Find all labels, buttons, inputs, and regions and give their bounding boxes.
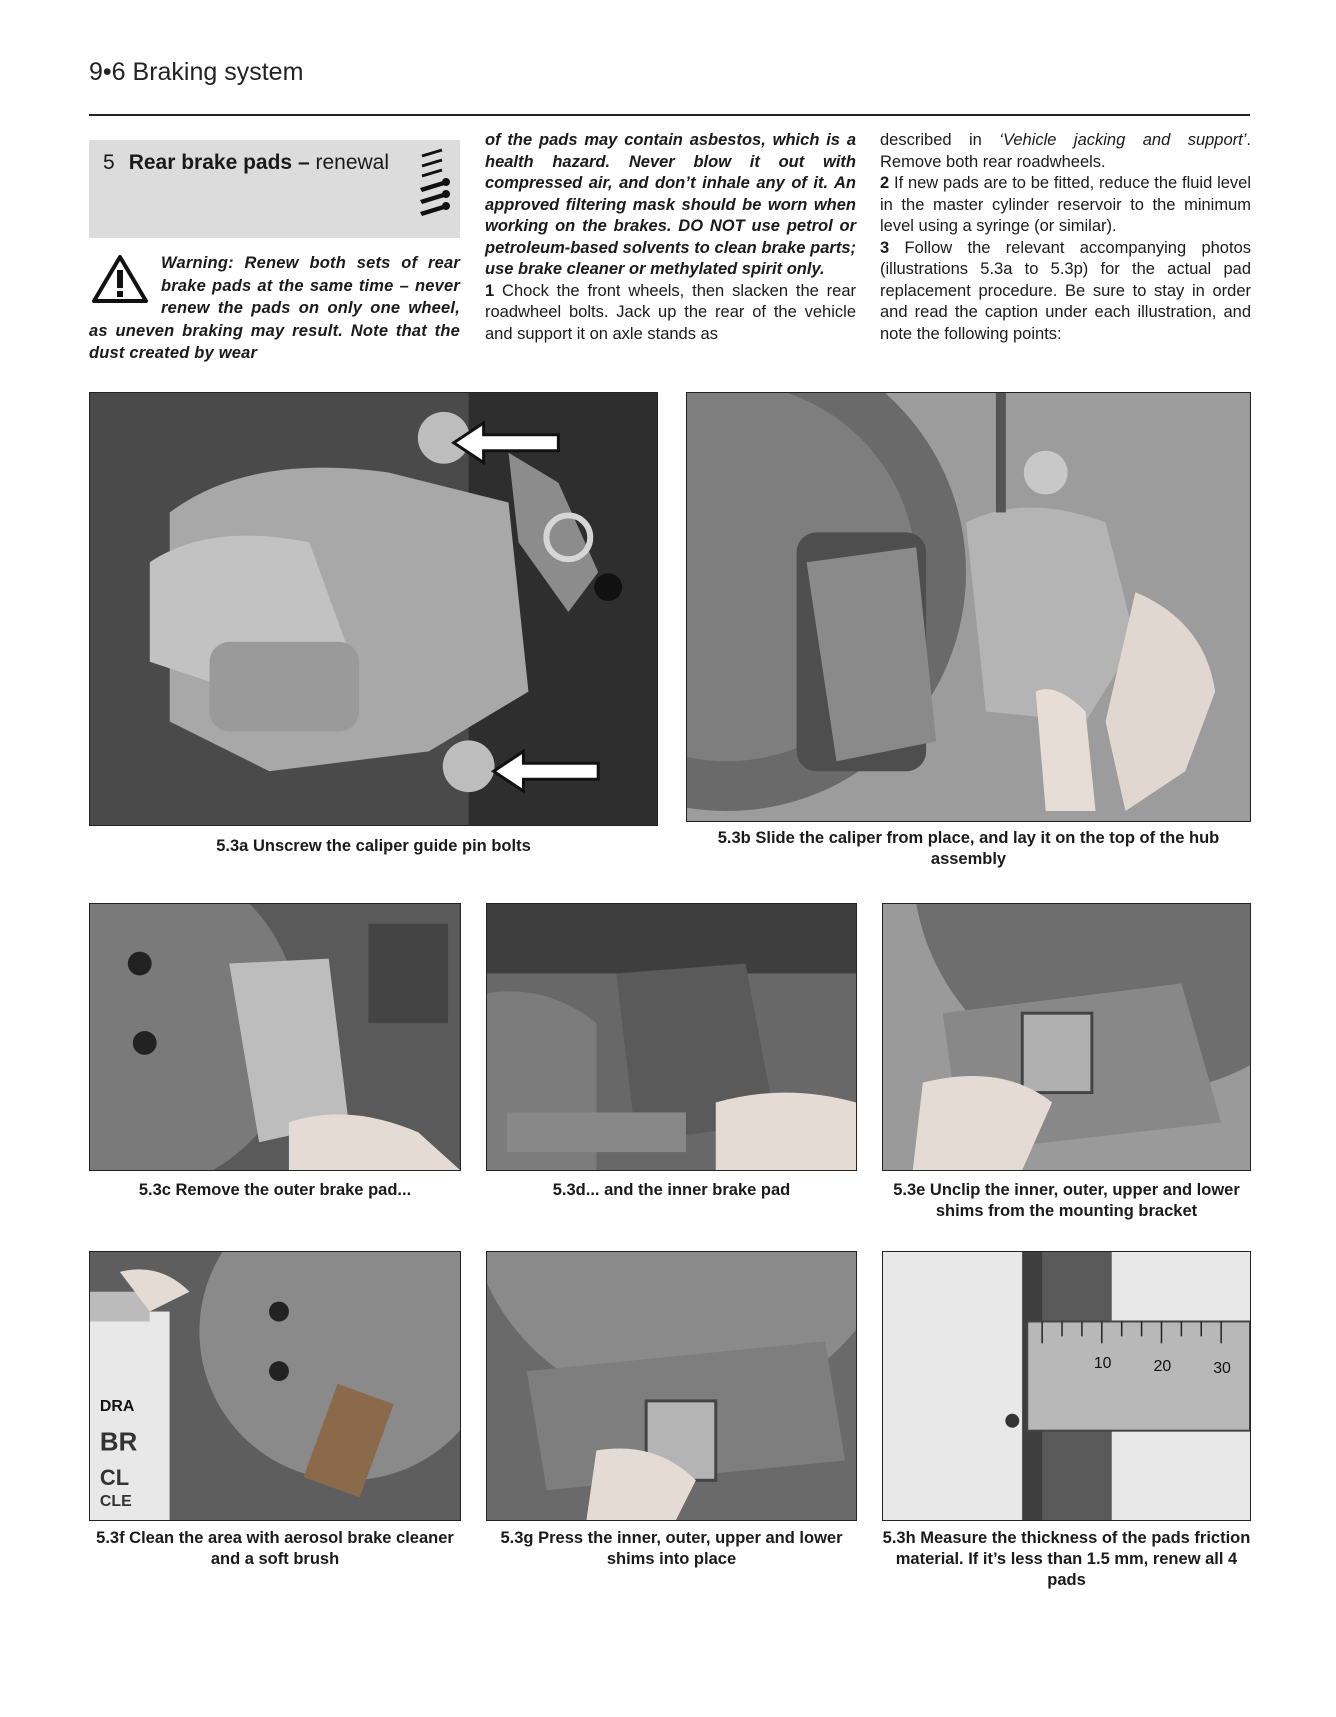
step-1 xyxy=(485,281,856,346)
step-1-cont-b: . Remove both rear roadwheels. xyxy=(880,131,1252,171)
photo-5-3f xyxy=(89,1251,461,1521)
step-3 xyxy=(880,238,1251,346)
ruler-label-10: 10 xyxy=(1093,1355,1112,1373)
section-title-bold: Rear brake pads – xyxy=(128,151,310,174)
outer-pad-photo-image xyxy=(90,904,460,1170)
photo-5-3c xyxy=(89,903,461,1171)
warning-triangle-icon xyxy=(91,254,149,304)
brake-cleaner-photo-image xyxy=(90,1252,460,1520)
cross-reference: ‘Vehicle jacking and support’ xyxy=(999,131,1247,149)
text-column-3 xyxy=(880,130,1251,345)
step-1-cont-a: described in xyxy=(880,131,1000,149)
can-label-4: CLE xyxy=(99,1493,132,1511)
step-1-text: Chock the front wheels, then slacken the rear roadwheel bolts. Jack up the rear of the vehicle and support it on axle stands as xyxy=(485,281,856,343)
caption-5-3e: 5.3e Unclip the inner, outer, upper and lower shims from the mounting bracket xyxy=(893,1181,1240,1220)
section-number: 5 xyxy=(103,151,115,174)
photo-5-3b xyxy=(686,392,1251,822)
step-1-continuation xyxy=(880,130,1251,173)
shims-removal-photo-image xyxy=(883,904,1250,1170)
step-2 xyxy=(880,173,1251,238)
inner-pad-photo-image xyxy=(487,904,856,1170)
step-2-text: If new pads are to be fitted, reduce the fluid level in the master cylinder reservoir to the minimum level using a syringe (or similar). xyxy=(880,174,1251,235)
section-title-light: renewal xyxy=(315,151,390,174)
caption-5-3g: 5.3g Press the inner, outer, upper and lower shims into place xyxy=(500,1529,843,1568)
can-label-3: CL xyxy=(99,1465,130,1491)
caption-5-3f: 5.3f Clean the area with aerosol brake cleaner and a soft brush xyxy=(96,1529,454,1568)
measure-pad-photo-image xyxy=(883,1252,1250,1520)
warning-box xyxy=(89,252,460,365)
shims-fitting-photo-image xyxy=(487,1252,856,1520)
caption-5-3b: 5.3b Slide the caliper from place, and lay it on the top of the hub assembly xyxy=(717,829,1220,868)
caliper-photo-image xyxy=(90,393,657,825)
warning-continuation: of the pads may contain asbestos, which is a health hazard. Never blow it out with compressed air, and don’t inhale any of it. An approved filtering mask should be worn when working on the brakes. DO NOT use petrol or petroleum-based solvents to clean brake parts; use brake cleaner or methylated spirit only. xyxy=(485,131,856,278)
warning-text: Warning: Renew both sets of rear brake pads at the same time – never renew the pads on only one wheel, as uneven braking may result. Note that the dust created by wear xyxy=(89,254,460,362)
photo-5-3g xyxy=(486,1251,857,1521)
photo-5-3e xyxy=(882,903,1251,1171)
can-label-2: BR xyxy=(99,1428,138,1457)
caliper-hub-photo-image xyxy=(687,393,1250,821)
page-header xyxy=(89,58,303,87)
photo-5-3h xyxy=(882,1251,1251,1521)
caption-5-3a: 5.3a Unscrew the caliper guide pin bolts xyxy=(216,837,531,855)
step-3-number: 3 xyxy=(880,238,890,257)
ruler-label-30: 30 xyxy=(1213,1360,1231,1378)
photo-5-3d xyxy=(486,903,857,1171)
header-rule xyxy=(89,114,1250,116)
text-column-2 xyxy=(485,130,856,345)
section-title xyxy=(103,152,389,174)
caption-5-3c: 5.3c Remove the outer brake pad... xyxy=(138,1181,412,1199)
step-2-number: 2 xyxy=(880,174,890,192)
step-1-number: 1 xyxy=(485,281,495,300)
step-3-text: Follow the relevant accompanying photos (illustrations 5.3a to 5.3p) for the actual pad replacement procedure. Be sure to stay in order and read the caption under each illustration, and note the following points: xyxy=(880,238,1251,343)
page-number: 9•6 xyxy=(89,58,126,86)
text-column-1 xyxy=(89,140,460,365)
chapter-title: Braking system xyxy=(132,58,304,86)
caption-5-3d: 5.3d... and the inner brake pad xyxy=(552,1181,791,1199)
wrench-difficulty-icon xyxy=(416,148,452,228)
caption-5-3h: 5.3h Measure the thickness of the pads friction material. If it’s less than 1.5 mm, renew all 4 pads xyxy=(882,1529,1251,1589)
photo-5-3a xyxy=(89,392,658,826)
ruler-label-20: 20 xyxy=(1153,1358,1172,1376)
section-heading-box xyxy=(89,140,460,238)
can-label-1: DRA xyxy=(99,1397,135,1415)
